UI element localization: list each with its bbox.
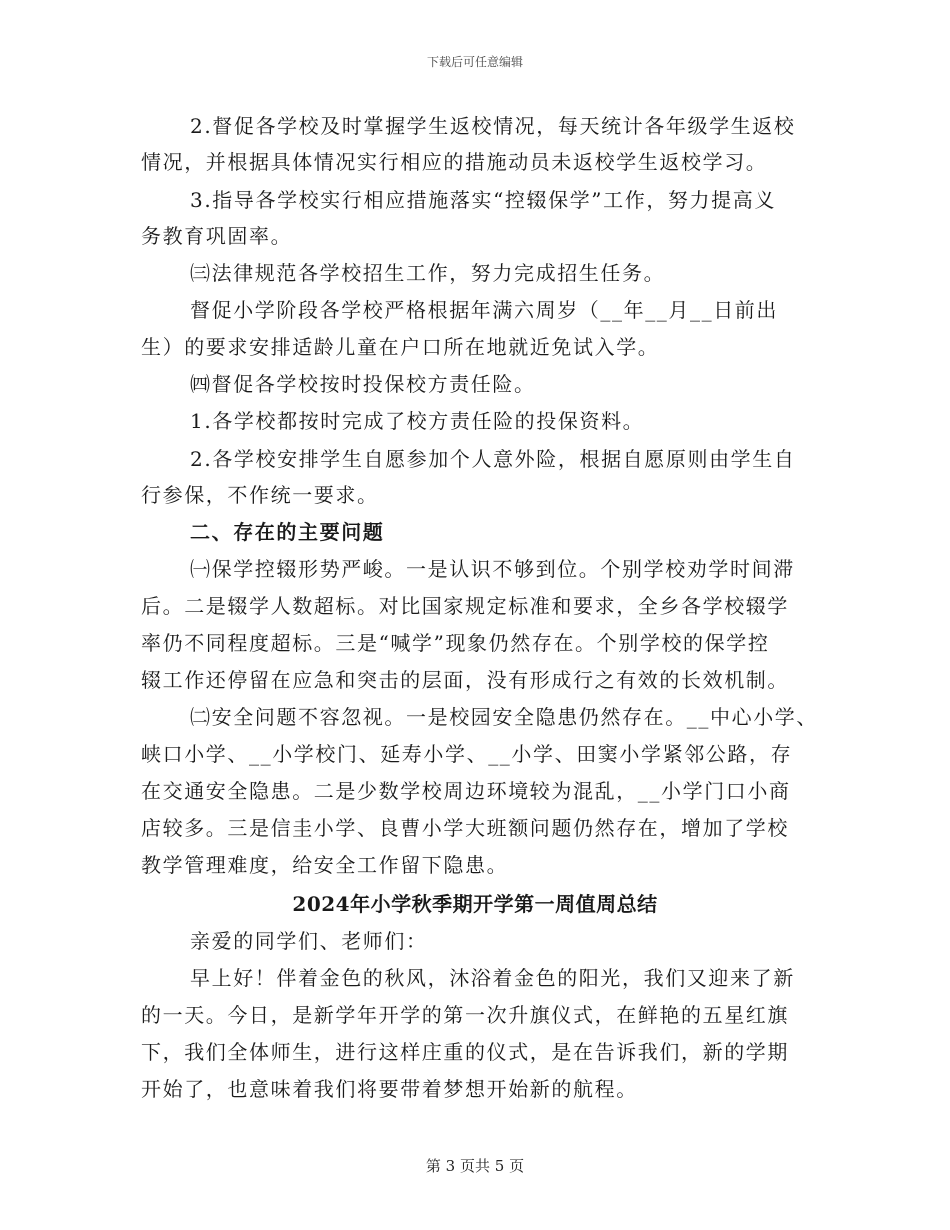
- page-number: 第 3 页共 5 页: [425, 1157, 525, 1175]
- paragraph-line: ㈠保学控辍形势严峻。一是认识不够到位。个别学校劝学时间滞: [190, 557, 795, 581]
- paragraph-line: 务教育巩固率。: [141, 224, 293, 248]
- paragraph-line: 店较多。三是信圭小学、良曹小学大班额问题仍然存在，增加了学校: [141, 816, 789, 840]
- paragraph-line: 2.督促各学校及时掌握学生返校情况，每天统计各年级学生返校: [190, 114, 796, 138]
- section-heading-line: ㈢法律规范各学校招生工作，努力完成招生任务。: [190, 261, 666, 285]
- document-title: 2024年小学秋季期开学第一周值周总结: [292, 892, 658, 916]
- paragraph-line: 3.指导各学校实行相应措施落实“控辍保学”工作，努力提高义: [190, 188, 776, 212]
- paragraph-line: 辍工作还停留在应急和突击的层面，没有形成行之有效的长效机制。: [141, 668, 789, 692]
- paragraph-line: 督促小学阶段各学校严格根据年满六周岁（__年__月__日前出: [190, 298, 778, 322]
- paragraph-line: 情况，并根据具体情况实行相应的措施动员未返校学生返校学习。: [141, 150, 768, 174]
- paragraph-line: 行参保，不作统一要求。: [141, 483, 379, 507]
- paragraph-line: 1.各学校都按时完成了校方责任险的投保资料。: [190, 409, 645, 433]
- paragraph-line: 生）的要求安排适龄儿童在户口所在地就近免试入学。: [141, 335, 660, 359]
- page-header-note: 下载后可任意编辑: [426, 55, 523, 69]
- paragraph-line: 2.各学校安排学生自愿参加个人意外险，根据自愿原则由学生自: [190, 447, 796, 471]
- paragraph-line: 开始了，也意味着我们将要带着梦想开始新的航程。: [141, 1077, 638, 1101]
- section-heading: 二、存在的主要问题: [190, 520, 385, 544]
- paragraph-line: 峡口小学、__小学校门、延寿小学、__小学、田窦小学紧邻公路，存: [141, 742, 793, 766]
- paragraph-line: 教学管理难度，给安全工作留下隐患。: [141, 853, 509, 877]
- paragraph-line: 在交通安全隐患。二是少数学校周边环境较为混乱，__小学门口小商: [141, 779, 791, 803]
- paragraph-line: 的一天。今日，是新学年开学的第一次升旗仪式，在鲜艳的五星红旗: [141, 1003, 789, 1027]
- salutation: 亲爱的同学们、老师们：: [190, 929, 428, 953]
- paragraph-line: 率仍不同程度超标。三是“喊学”现象仍然存在。个别学校的保学控: [141, 631, 770, 655]
- paragraph-line: ㈡安全问题不容忽视。一是校园安全隐患仍然存在。__中心小学、: [190, 705, 818, 729]
- paragraph-line: 后。二是辍学人数超标。对比国家规定标准和要求，全乡各学校辍学: [141, 594, 789, 618]
- paragraph-line: 下，我们全体师生，进行这样庄重的仪式，是在告诉我们，新的学期: [141, 1040, 789, 1064]
- paragraph-line: 早上好！伴着金色的秋风，沐浴着金色的阳光，我们又迎来了新: [190, 966, 795, 990]
- section-heading-line: ㈣督促各学校按时投保校方责任险。: [190, 372, 536, 396]
